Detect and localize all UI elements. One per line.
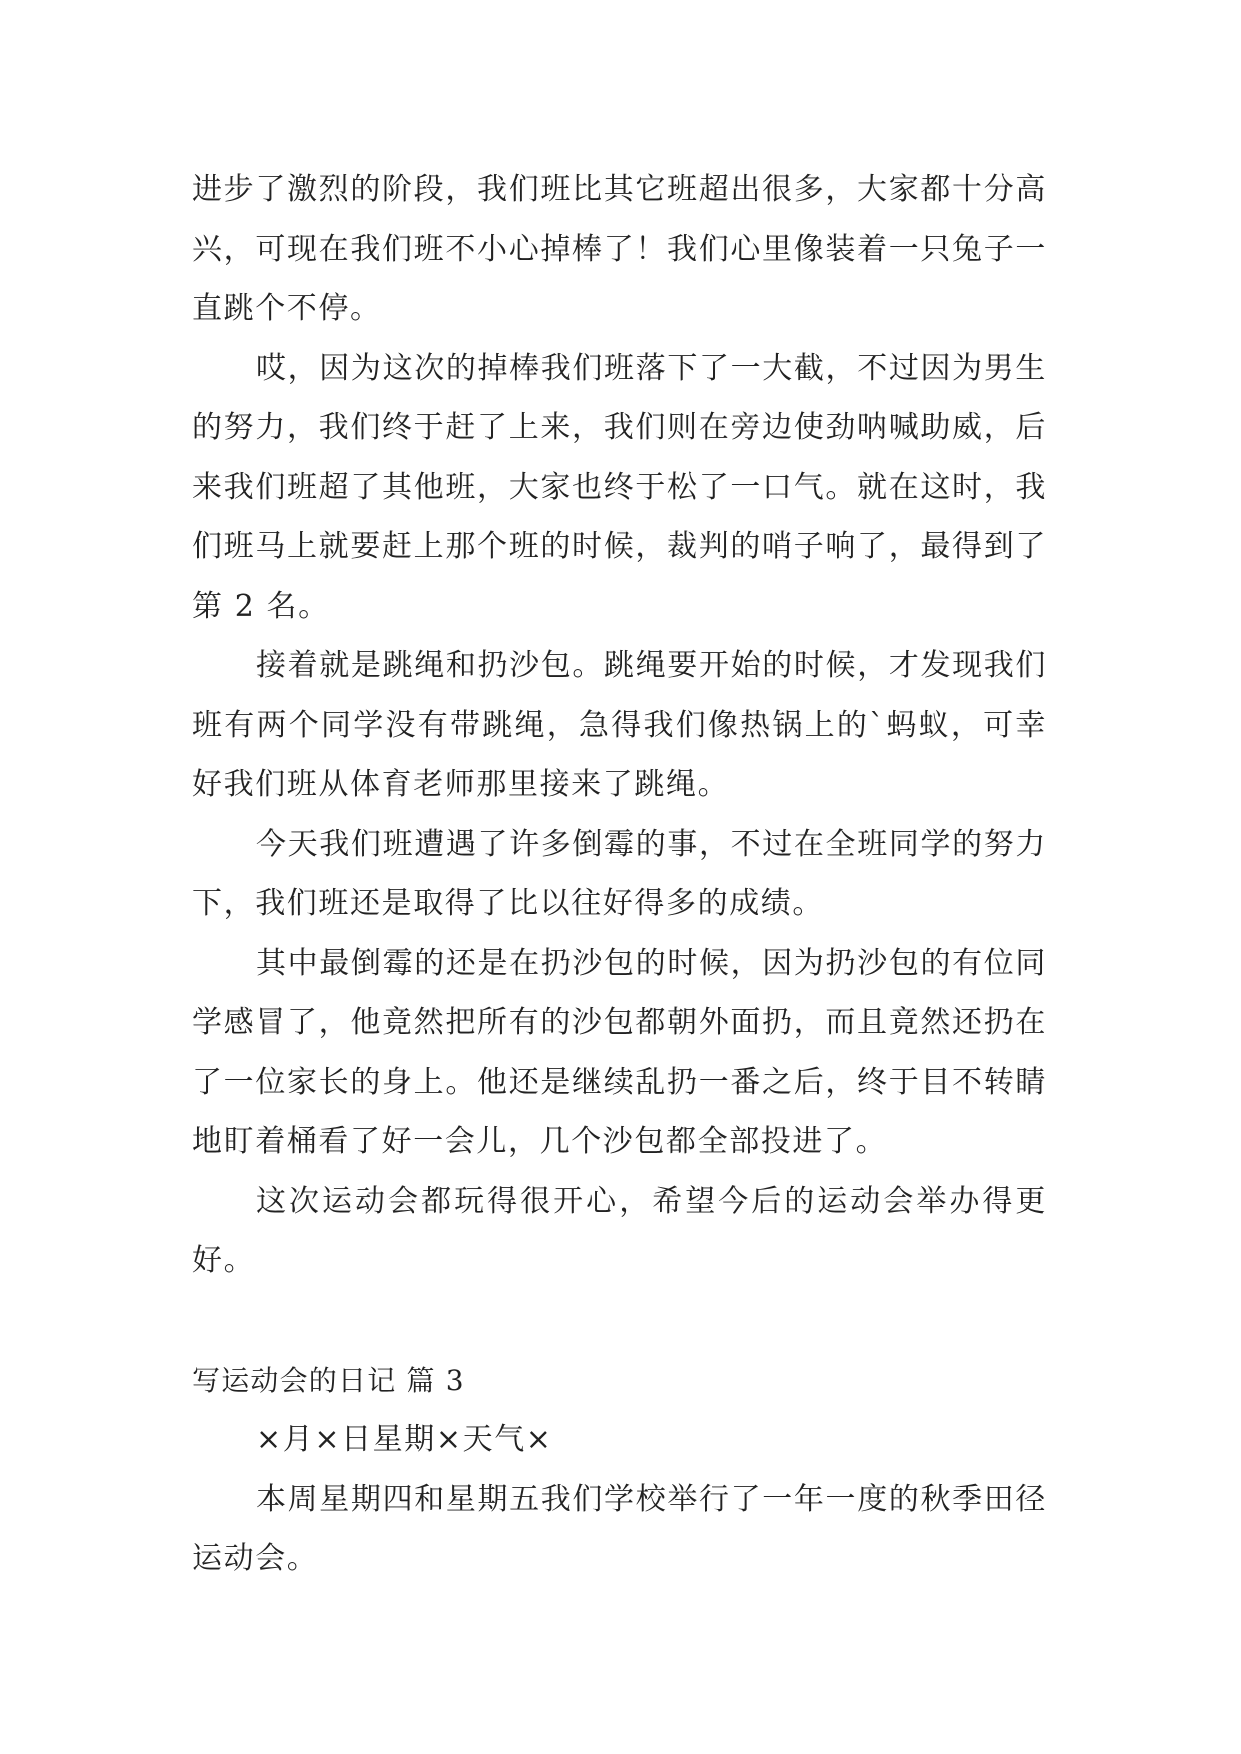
date-line: ×月×日星期×天气× <box>256 1422 553 1457</box>
section-heading: 写运动会的日记 篇 3 <box>192 1363 465 1397</box>
paragraph-5: 其中最倒霉的还是在扔沙包的时候，因为扔沙包的有位同学感冒了，他竟然把所有的沙包都朝外面扔，而且竟然还扔在了一位家长的身上。他还是继续乱扔一番之后，终于目不转睛地盯着桶看了好一会儿，几个沙包都全部投进了。 <box>192 945 1047 1159</box>
paragraph-3: 接着就是跳绳和扔沙包。跳绳要开始的时候，才发现我们班有两个同学没有带跳绳，急得我们像热锅上的`蚂蚁，可幸好我们班从体育老师那里接来了跳绳。 <box>192 648 1047 802</box>
paragraph-4: 今天我们班遭遇了许多倒霉的事，不过在全班同学的努力下，我们班还是取得了比以往好得多的成绩。 <box>192 826 1047 921</box>
paragraph-1: 进步了激烈的阶段，我们班比其它班超出很多，大家都十分高兴，可现在我们班不小心掉棒了！我们心里像装着一只兔子一直跳个不停。 <box>192 172 1047 326</box>
paragraph-7: 本周星期四和星期五我们学校举行了一年一度的秋季田径运动会。 <box>192 1481 1047 1576</box>
paragraph-6: 这次运动会都玩得很开心，希望今后的运动会举办得更好。 <box>192 1183 1047 1278</box>
document-body <box>192 160 1047 1589</box>
paragraph-2: 哎，因为这次的掉棒我们班落下了一大截，不过因为男生的努力，我们终于赶了上来，我们则在旁边使劲呐喊助威，后来我们班超了其他班，大家也终于松了一口气。就在这时，我们班马上就要赶上那个班的时候，裁判的哨子响了，最得到了第 2 名。 <box>192 350 1047 624</box>
